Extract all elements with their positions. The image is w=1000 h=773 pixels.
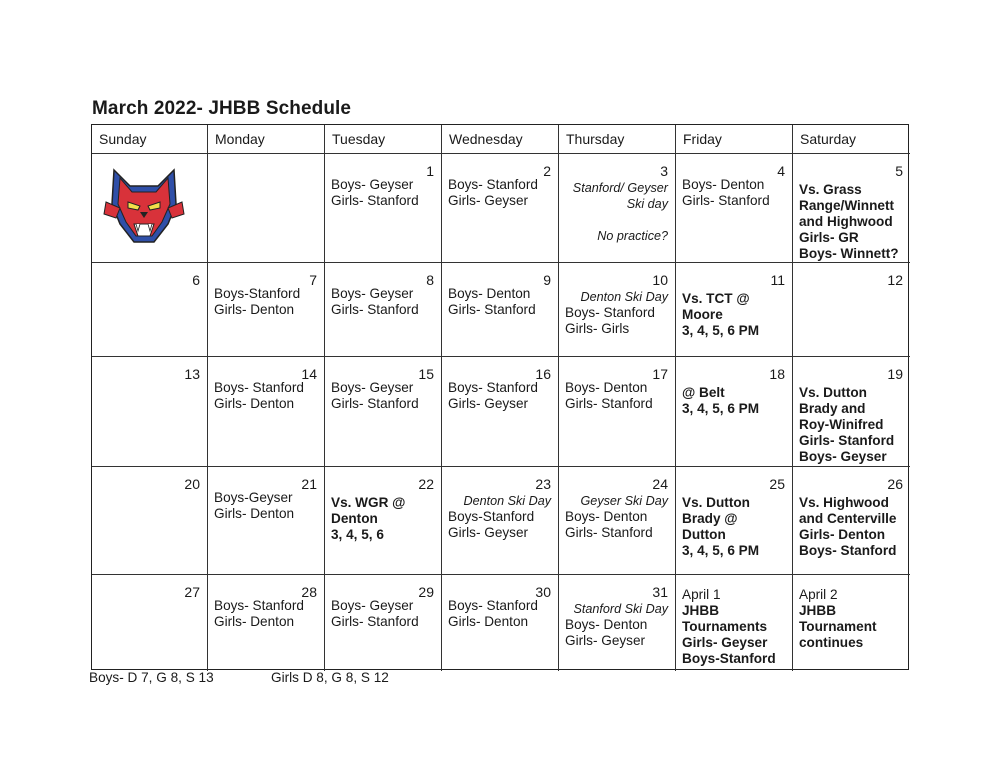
schedule-line: Girls- Girls — [565, 321, 630, 336]
day-cell — [559, 154, 676, 263]
day-header-tuesday: Tuesday — [325, 125, 442, 154]
schedule-line: Vs. Dutton — [799, 385, 867, 400]
schedule-line: Boys- Denton — [565, 509, 648, 524]
day-number: 30 — [535, 584, 551, 600]
schedule-line: 3, 4, 5, 6 — [331, 527, 384, 542]
day-cell — [676, 263, 793, 357]
schedule-lines — [682, 385, 788, 417]
day-cell — [208, 154, 325, 263]
schedule-line: Vs. Dutton — [682, 495, 750, 510]
schedule-line: Girls- Denton — [214, 506, 295, 521]
schedule-lines — [565, 617, 671, 649]
schedule-line: Girls- Stanford — [682, 193, 770, 208]
schedule-line: Tournaments — [682, 619, 768, 634]
schedule-line: Girls- Stanford — [331, 302, 419, 317]
day-cell — [676, 575, 793, 671]
day-cell — [325, 575, 442, 671]
schedule-line: Girls- Denton — [214, 302, 295, 317]
day-number: 2 — [543, 163, 551, 179]
day-cell — [442, 263, 559, 357]
schedule-line: Boys- Geyser — [331, 598, 414, 613]
schedule-line: No practice? — [597, 229, 668, 243]
schedule-line: Moore — [682, 307, 723, 322]
schedule-line: Girls- Denton — [448, 614, 529, 629]
schedule-line: Girls- Denton — [214, 614, 295, 629]
day-cell — [442, 467, 559, 575]
schedule-lines — [565, 305, 671, 337]
schedule-line: Boys- Geyser — [331, 380, 414, 395]
ski-day-note: Geyser Ski Day — [580, 494, 668, 508]
schedule-lines — [565, 509, 671, 541]
day-cell — [676, 467, 793, 575]
schedule-lines — [799, 495, 906, 559]
schedule-lines — [565, 380, 671, 412]
day-header-wednesday: Wednesday — [442, 125, 559, 154]
day-number: 28 — [301, 584, 317, 600]
schedule-line: Girls- Stanford — [448, 302, 536, 317]
schedule-line: Boys- Stanford — [448, 177, 538, 192]
schedule-line: Range/Winnett — [799, 198, 895, 213]
schedule-line: Denton — [331, 511, 378, 526]
schedule-lines — [682, 291, 788, 339]
ski-day-note: Denton Ski Day — [463, 494, 551, 508]
day-number: 20 — [184, 476, 200, 492]
day-cell — [208, 575, 325, 671]
day-cell — [442, 154, 559, 263]
schedule-lines — [682, 603, 788, 667]
schedule-line: 3, 4, 5, 6 PM — [682, 401, 760, 416]
day-cell — [676, 357, 793, 467]
day-cell — [442, 357, 559, 467]
schedule-lines — [448, 286, 554, 318]
day-number: 21 — [301, 476, 317, 492]
schedule-lines — [214, 380, 320, 412]
schedule-line: Boys- Denton — [682, 177, 765, 192]
day-cell — [793, 467, 910, 575]
day-cell — [208, 263, 325, 357]
ski-day-note: Denton Ski Day — [580, 290, 668, 304]
day-number: 8 — [426, 272, 434, 288]
schedule-line: Boys- Stanford — [799, 543, 897, 558]
day-cell — [442, 575, 559, 671]
day-number: 4 — [777, 163, 785, 179]
schedule-line: Boys- Stanford — [565, 305, 655, 320]
day-cell — [92, 263, 208, 357]
schedule-line: Girls- Geyser — [565, 633, 646, 648]
schedule-line: Tournament — [799, 619, 877, 634]
day-cell — [793, 263, 910, 357]
ski-day-note: Stanford Ski Day — [573, 602, 668, 616]
day-cell — [793, 154, 910, 263]
day-number: 10 — [652, 272, 668, 288]
day-number: 19 — [887, 366, 903, 382]
day-number: 12 — [887, 272, 903, 288]
day-cell — [325, 357, 442, 467]
schedule-line: Boys- Stanford — [214, 598, 304, 613]
day-header-sunday: Sunday — [92, 125, 208, 154]
schedule-line: Boys- Stanford — [448, 380, 538, 395]
day-cell — [559, 467, 676, 575]
schedule-line: Girls- Denton — [214, 396, 295, 411]
schedule-line: JHBB — [799, 603, 837, 618]
boys-totals: Boys- D 7, G 8, S 13 — [89, 670, 214, 685]
day-number: 22 — [418, 476, 434, 492]
schedule-lines — [682, 495, 788, 559]
schedule-line: Girls- Stanford — [799, 433, 895, 448]
schedule-lines — [214, 490, 320, 522]
schedule-line: Dutton — [682, 527, 726, 542]
schedule-line: Ski day — [626, 197, 668, 211]
day-number: 16 — [535, 366, 551, 382]
schedule-line: Girls- Stanford — [331, 396, 419, 411]
day-number: 29 — [418, 584, 434, 600]
schedule-line: Boys-Stanford — [682, 651, 776, 666]
day-number: 17 — [652, 366, 668, 382]
schedule-line: Boys-Geyser — [214, 490, 293, 505]
schedule-line: Boys-Stanford — [214, 286, 301, 301]
schedule-line: JHBB — [682, 603, 720, 618]
schedule-line: Boys- Denton — [448, 286, 531, 301]
schedule-lines — [799, 385, 906, 465]
schedule-lines — [331, 380, 437, 412]
day-cell — [92, 154, 208, 263]
schedule-line: Girls- GR — [799, 230, 859, 245]
day-cell — [208, 467, 325, 575]
schedule-line: Boys- Geyser — [331, 286, 414, 301]
schedule-line: Boys- Geyser — [331, 177, 414, 192]
schedule-lines — [799, 603, 906, 651]
day-number: 26 — [887, 476, 903, 492]
page-title: March 2022- JHBB Schedule — [92, 98, 352, 119]
schedule-lines — [214, 598, 320, 630]
schedule-line: Girls- Geyser — [682, 635, 768, 650]
day-cell — [208, 357, 325, 467]
schedule-line: Girls- Stanford — [565, 396, 653, 411]
wildcat-mascot-logo — [102, 164, 186, 252]
day-number: April 1 — [682, 587, 721, 602]
schedule-line: Girls- Geyser — [448, 193, 529, 208]
day-number: 31 — [652, 584, 668, 600]
schedule-line: and Centerville — [799, 511, 897, 526]
schedule-line: Boys- Winnett? — [799, 246, 899, 261]
schedule-lines — [561, 180, 668, 244]
schedule-lines — [682, 177, 788, 209]
schedule-line: Vs. Grass — [799, 182, 862, 197]
girls-totals: Girls D 8, G 8, S 12 — [271, 670, 389, 685]
day-header-thursday: Thursday — [559, 125, 676, 154]
day-cell — [92, 467, 208, 575]
schedule-line — [561, 212, 668, 228]
schedule-line: Girls- Stanford — [331, 193, 419, 208]
day-number: 6 — [192, 272, 200, 288]
schedule-line: @ Belt — [682, 385, 725, 400]
day-header-friday: Friday — [676, 125, 793, 154]
day-cell — [793, 575, 910, 671]
day-number: 9 — [543, 272, 551, 288]
day-number: 18 — [769, 366, 785, 382]
schedule-line: and Highwood — [799, 214, 893, 229]
calendar-grid — [91, 124, 909, 670]
schedule-line: Girls- Geyser — [448, 396, 529, 411]
day-header-monday: Monday — [208, 125, 325, 154]
day-number: 7 — [309, 272, 317, 288]
day-cell — [559, 575, 676, 671]
schedule-line: Boys- Stanford — [448, 598, 538, 613]
schedule-line: Girls- Stanford — [565, 525, 653, 540]
schedule-lines — [214, 286, 320, 318]
day-number: 3 — [660, 163, 668, 179]
day-number: 13 — [184, 366, 200, 382]
schedule-line: Vs. TCT @ — [682, 291, 750, 306]
day-number: 25 — [769, 476, 785, 492]
schedule-lines — [331, 598, 437, 630]
schedule-lines — [331, 177, 437, 209]
day-number: 11 — [770, 272, 785, 288]
day-cell — [793, 357, 910, 467]
day-cell — [92, 575, 208, 671]
day-cell — [92, 357, 208, 467]
day-cell — [325, 154, 442, 263]
schedule-line: Boys- Denton — [565, 617, 648, 632]
schedule-line: Vs. WGR @ — [331, 495, 406, 510]
schedule-lines — [448, 598, 554, 630]
schedule-line: Boys- Stanford — [214, 380, 304, 395]
schedule-lines — [331, 286, 437, 318]
day-cell — [325, 263, 442, 357]
schedule-line: Stanford/ Geyser — [572, 181, 668, 195]
day-cell — [559, 263, 676, 357]
schedule-lines — [448, 177, 554, 209]
schedule-lines — [448, 380, 554, 412]
schedule-line: Vs. Highwood — [799, 495, 889, 510]
day-header-saturday: Saturday — [793, 125, 910, 154]
day-number: 15 — [418, 366, 434, 382]
schedule-line: 3, 4, 5, 6 PM — [682, 323, 760, 338]
day-number: 1 — [426, 163, 434, 179]
day-cell — [325, 467, 442, 575]
day-cell — [559, 357, 676, 467]
schedule-line: Girls- Denton — [799, 527, 886, 542]
schedule-line: 3, 4, 5, 6 PM — [682, 543, 760, 558]
schedule-line: Brady @ — [682, 511, 738, 526]
schedule-lines — [799, 182, 906, 262]
schedule-line: Boys- Denton — [565, 380, 648, 395]
schedule-line: Girls- Stanford — [331, 614, 419, 629]
schedule-line: Boys-Stanford — [448, 509, 535, 524]
day-cell — [676, 154, 793, 263]
day-number: 27 — [184, 584, 200, 600]
day-number: 23 — [535, 476, 551, 492]
schedule-lines — [448, 509, 554, 541]
schedule-line: Boys- Geyser — [799, 449, 887, 464]
schedule-line: Girls- Geyser — [448, 525, 529, 540]
schedule-lines — [331, 495, 437, 543]
schedule-line: Roy-Winifred — [799, 417, 884, 432]
day-number: 5 — [895, 163, 903, 179]
schedule-line: Brady and — [799, 401, 866, 416]
day-number: April 2 — [799, 587, 838, 602]
day-number: 24 — [652, 476, 668, 492]
day-number: 14 — [301, 366, 317, 382]
schedule-line: continues — [799, 635, 864, 650]
